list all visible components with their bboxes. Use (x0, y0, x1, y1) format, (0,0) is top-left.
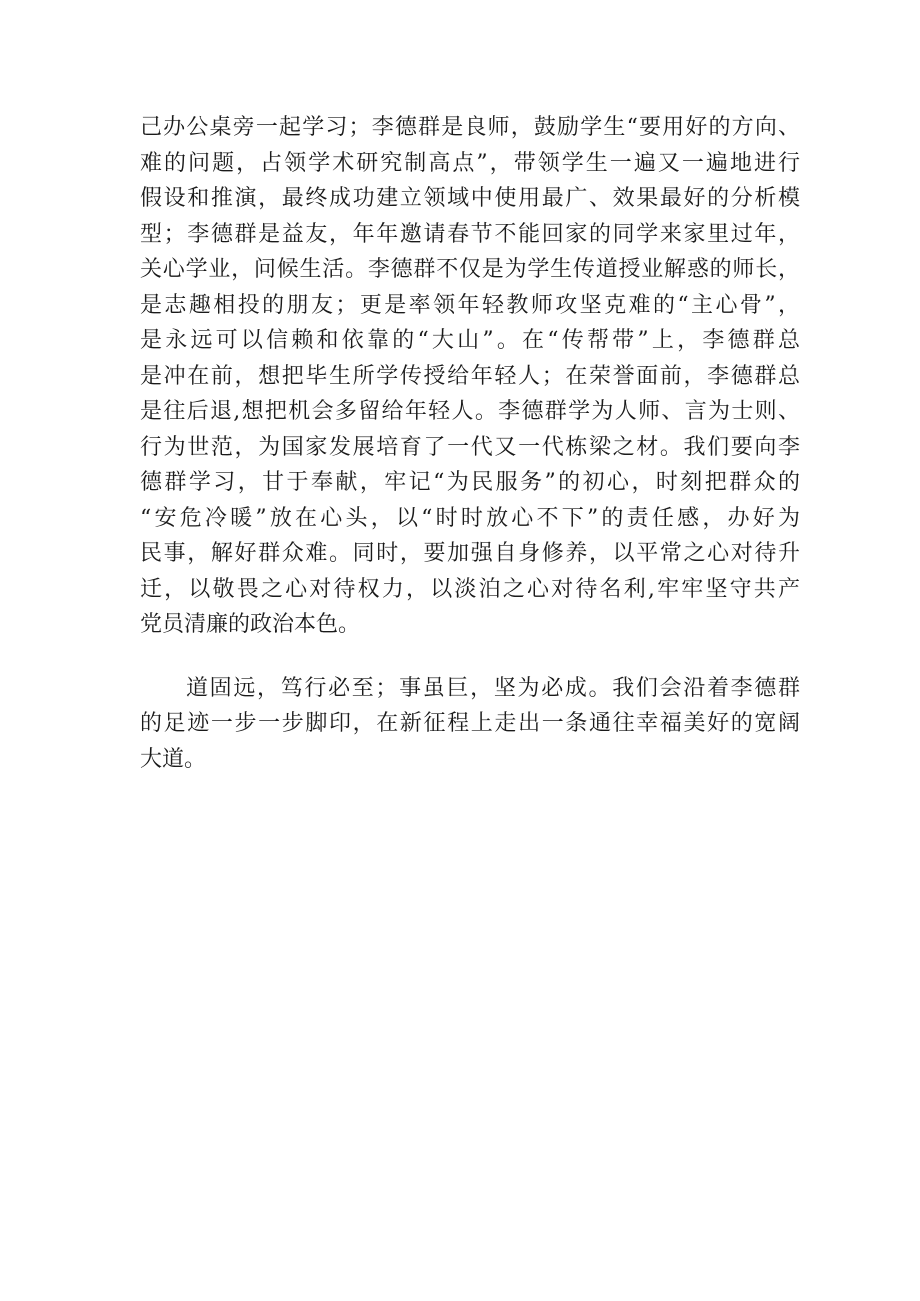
text-line: 是冲在前，想把毕生所学传授给年轻人；在荣誉面前，李德群总 (140, 363, 800, 389)
text-line: 型；李德群是益友，年年邀请春节不能回家的同学来家里过年， (140, 221, 800, 247)
text-line: 难的问题，占领学术研究制高点”，带领学生一遍又一遍地进行 (140, 150, 800, 176)
text-line: 假设和推演，最终成功建立领域中使用最广、效果最好的分析模 (140, 186, 800, 211)
text-line: 行为世范，为国家发展培育了一代又一代栋梁之材。我们要向李 (140, 434, 800, 460)
text-line: “安危冷暖”放在心头，以“时时放心不下”的责任感，办好为 (140, 505, 800, 531)
paragraph (140, 110, 800, 643)
text-line: 德群学习，甘于奉献，牢记“为民服务”的初心，时刻把群众的 (140, 470, 800, 495)
paragraph (140, 671, 800, 778)
text-line: 大道。 (140, 746, 207, 772)
text-line: 是志趣相投的朋友；更是率领年轻教师攻坚克难的“主心骨”， (140, 292, 800, 318)
text-line: 己办公桌旁一起学习；李德群是良师，鼓励学生“要用好的方向、 (140, 115, 800, 140)
text-line: 的足迹一步一步脚印，在新征程上走出一条通往幸福美好的宽阔 (140, 711, 800, 736)
text-line: 民事，解好群众难。同时，要加强自身修养，以平常之心对待升 (140, 541, 800, 566)
body-text (140, 110, 800, 777)
text-line: 是往后退,想把机会多留给年轻人。李德群学为人师、言为士则、 (140, 399, 800, 424)
text-line: 迁，以敬畏之心对待权力，以淡泊之心对待名利,牢牢坚守共产 (140, 576, 800, 602)
text-line: 党员清廉的政治本色。 (140, 612, 361, 637)
paragraph-gap (140, 643, 800, 671)
text-line: 是永远可以信赖和依靠的“大山”。在“传帮带”上，李德群总 (140, 328, 800, 353)
text-line: 关心学业，问候生活。李德群不仅是为学生传道授业解惑的师长， (140, 257, 800, 282)
text-line: 道固远，笃行必至；事虽巨，坚为必成。我们会沿着李德群 (186, 675, 800, 701)
